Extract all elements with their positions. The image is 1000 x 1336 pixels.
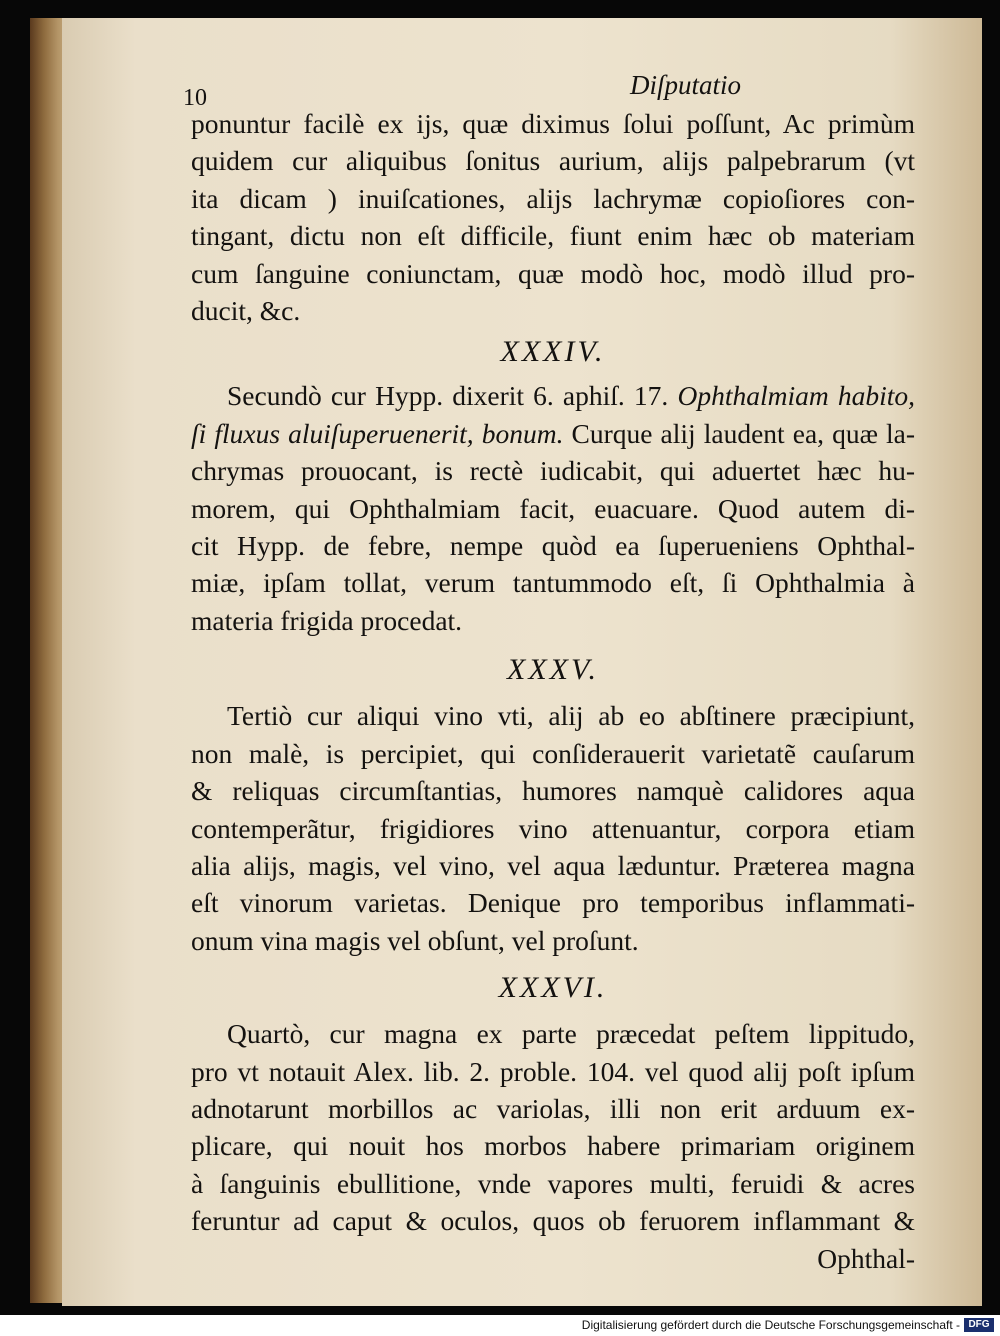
line-text: Secundò cur Hypp. dixerit 6. aphiſ. 17. [227, 380, 669, 412]
text-line: tingant, dictu non eſt difficile, fiunt enim hæc ob materiam [191, 220, 915, 252]
text-line: contemperãtur, frigidiores vino attenuantur, corpora etiam [191, 812, 915, 844]
text-line: ponuntur facilè ex ijs, quæ diximus ſolui poſſunt, Ac primùm [191, 108, 915, 139]
text-line: & reliquas circumſtantias, humores namquè calidores aqua [191, 775, 915, 807]
italic-quote: Ophthalmiam habito, [677, 380, 915, 412]
page-number: 10 [183, 85, 207, 111]
digitization-footer [0, 1315, 1000, 1336]
text-line: eſt vinorum varietas. Denique pro temporibus inflammati- [191, 887, 915, 919]
text-line: alia alijs, magis, vel vino, vel aqua læduntur. Præterea magna [191, 849, 915, 881]
paragraph-3 [125, 697, 915, 959]
running-title: Diſputatio [630, 70, 742, 100]
text-block [125, 55, 915, 1277]
paragraph-2 [125, 377, 915, 639]
section-heading: XXXVI. [498, 971, 608, 1005]
text-line [125, 377, 915, 414]
text-line: feruntur ad caput & oculos, quos ob feruorem inflammant & [191, 1205, 915, 1237]
section-heading: XXXIV. [500, 335, 606, 369]
text-line: quidem cur aliquibus ſonitus aurium, alijs palpebrarum (vt [191, 145, 915, 177]
text-line: miæ, ipſam tollat, verum tantummodo eſt, ſi Ophthalmia à [191, 567, 915, 599]
section-heading: XXXV. [507, 653, 599, 687]
text-line: plicare, qui nouit hos morbos habere primariam originem [191, 1130, 915, 1162]
text-line: Quartò, cur magna ex parte præcedat peſtem lippitudo, [227, 1018, 915, 1050]
text-line: onum vina magis vel obſunt, vel proſunt. [191, 924, 639, 956]
italic-quote: ſi fluxus aluiſuperuenerit, bonum. [191, 417, 564, 449]
text-line: adnotarunt morbillos ac variolas, illi non erit arduum ex- [191, 1092, 915, 1124]
text-line: ita dicam ) inuiſcationes, alijs lachrymæ copioſiores con- [191, 182, 915, 214]
text-line: materia frigida procedat. [191, 604, 463, 636]
line-text: Curque alij laudent ea, quæ la- [571, 417, 915, 449]
text-line: cit Hypp. de febre, nempe quòd ea ſuperueniens Ophthal- [191, 530, 915, 562]
running-head [125, 55, 915, 111]
text-line: pro vt notauit Alex. lib. 2. proble. 104. vel quod alij poſt ipſum [191, 1055, 915, 1087]
funding-credit: Digitalisierung gefördert durch die Deutsche Forschungsgemeinschaft - [581, 1318, 960, 1332]
text-line: chrymas prouocant, is rectè iudicabit, qui aduertet hæc hu- [191, 455, 915, 487]
text-line: ducit, &c. [191, 295, 301, 327]
text-line: morem, qui Ophthalmiam facit, euacuare. Quod autem di- [191, 492, 915, 524]
catchword: Ophthal- [817, 1242, 915, 1274]
text-line: cum ſanguine coniunctam, quæ modò hoc, modò illud pro- [191, 257, 915, 289]
text-line: non malè, is percipiet, qui conſiderauerit varietatẽ cauſarum [191, 737, 915, 769]
paragraph-4 [125, 1015, 915, 1239]
paragraph-1 [125, 105, 915, 329]
text-line: Tertiò cur aliqui vino vti, alij ab eo abſtinere præcipiunt, [227, 700, 915, 732]
text-line [125, 415, 915, 452]
dfg-logo: DFG [964, 1318, 994, 1332]
text-line: à ſanguinis ebullitione, vnde vapores multi, feruidi & acres [191, 1167, 915, 1199]
